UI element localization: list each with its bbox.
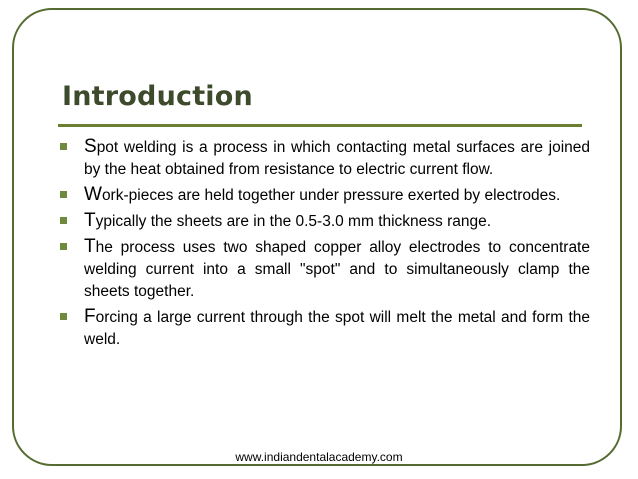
square-bullet-icon: [60, 243, 67, 250]
square-bullet-icon: [60, 191, 67, 198]
bullet-text: pot welding is a process in which contacting metal surfaces are joined by the heat obtained from resistance to electric current flow.: [84, 139, 590, 178]
bullet-text: orcing a large current through the spot will melt the metal and form the weld.: [84, 309, 590, 348]
slide-title: Introduction: [62, 81, 253, 112]
bullet-item: [60, 184, 590, 207]
bullet-item: [60, 236, 590, 303]
footer-url: www.indiandentalacademy.com: [235, 450, 403, 464]
bullet-text: ork-pieces are held together under pressure exerted by electrodes.: [101, 187, 561, 204]
bullet-lead-letter: F: [84, 306, 96, 327]
bullet-item: [60, 136, 590, 181]
square-bullet-icon: [60, 217, 67, 224]
bullet-item: [60, 210, 590, 233]
title-underline: [58, 124, 582, 127]
bullet-lead-letter: T: [84, 210, 96, 231]
square-bullet-icon: [60, 313, 67, 320]
bullet-list: [60, 136, 590, 354]
square-bullet-icon: [60, 143, 67, 150]
bullet-lead-letter: T: [84, 236, 96, 257]
bullet-text: he process uses two shaped copper alloy electrodes to concentrate welding current into a small "spot" and to simultaneously clamp the sheets together.: [84, 239, 590, 300]
bullet-lead-letter: W: [84, 184, 102, 205]
bullet-text: ypically the sheets are in the 0.5-3.0 mm thickness range.: [95, 213, 492, 230]
bullet-lead-letter: S: [84, 136, 97, 157]
bullet-item: [60, 306, 590, 351]
